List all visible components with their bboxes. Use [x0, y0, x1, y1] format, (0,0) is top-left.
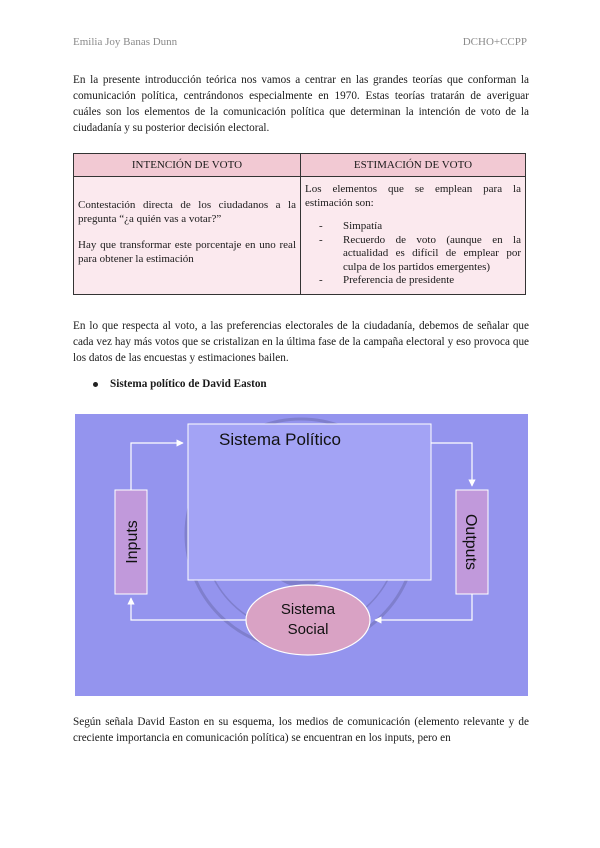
estimacion-intro: Los elementos que se emplean para la estimación son:: [305, 183, 521, 209]
table-header-intencion: INTENCIÓN DE VOTO: [74, 154, 301, 177]
paragraph-2: En lo que respecta al voto, a las preferencias electorales de la ciudadanía, debemos de señalar que cada vez hay más votos que se cristalizan en la última fase de la campaña electoral y eso provoca que los datos de las encuestas y estimaciones bailen.: [73, 320, 529, 364]
paragraph-3: Según señala David Easton en su esquema, los medios de comunicación (elemento relevante y de creciente importancia en comunicación política) se encuentran en los inputs, pero en: [73, 716, 529, 744]
list-item: - Preferencia de presidente: [305, 274, 521, 288]
table-cell-intencion: [74, 177, 301, 295]
section-heading-text: Sistema político de David Easton: [110, 378, 267, 390]
sistema-politico-label: Sistema Político: [219, 430, 341, 449]
sistema-social-ellipse: [246, 585, 370, 655]
estimacion-list: [305, 220, 521, 288]
sistema-social-line2: Social: [287, 621, 329, 638]
intencion-text-b: Hay que transformar este porcentaje en uno real para obtener la estimación: [78, 239, 296, 265]
easton-diagram: [75, 414, 528, 696]
outputs-label: Outputs: [462, 513, 479, 571]
intencion-text-a: Contestación directa de los ciudadanos a la pregunta “¿a quién vas a votar?”: [78, 199, 296, 225]
inputs-label: Inputs: [124, 520, 141, 564]
intro-paragraph: En la presente introducción teórica nos vamos a centrar en las grandes teorías que conforman la comunicación política, centrándonos especialmente en 1970. Estas teorías tratarán de averiguar cuáles son los elementos de la comunicación política que determinan la intención de voto de la ciudadanía y su posterior decisión electoral.: [73, 74, 529, 134]
header-course: DCHO+CCPP: [462, 36, 527, 48]
bullet-icon: [93, 382, 98, 387]
table-cell-estimacion: [301, 177, 526, 295]
header-author: Emilia Joy Banas Dunn: [73, 36, 178, 48]
page-header: [73, 36, 527, 48]
table-header-estimacion: ESTIMACIÓN DE VOTO: [301, 154, 526, 177]
list-item: - Simpatía: [305, 220, 521, 234]
list-item: - Recuerdo de voto (aunque en la actualidad es difícil de emplear por culpa de los partidos emergentes): [305, 234, 521, 275]
voting-table: [73, 153, 526, 295]
section-heading: [93, 378, 267, 390]
sistema-social-line1: Sistema: [280, 601, 336, 618]
